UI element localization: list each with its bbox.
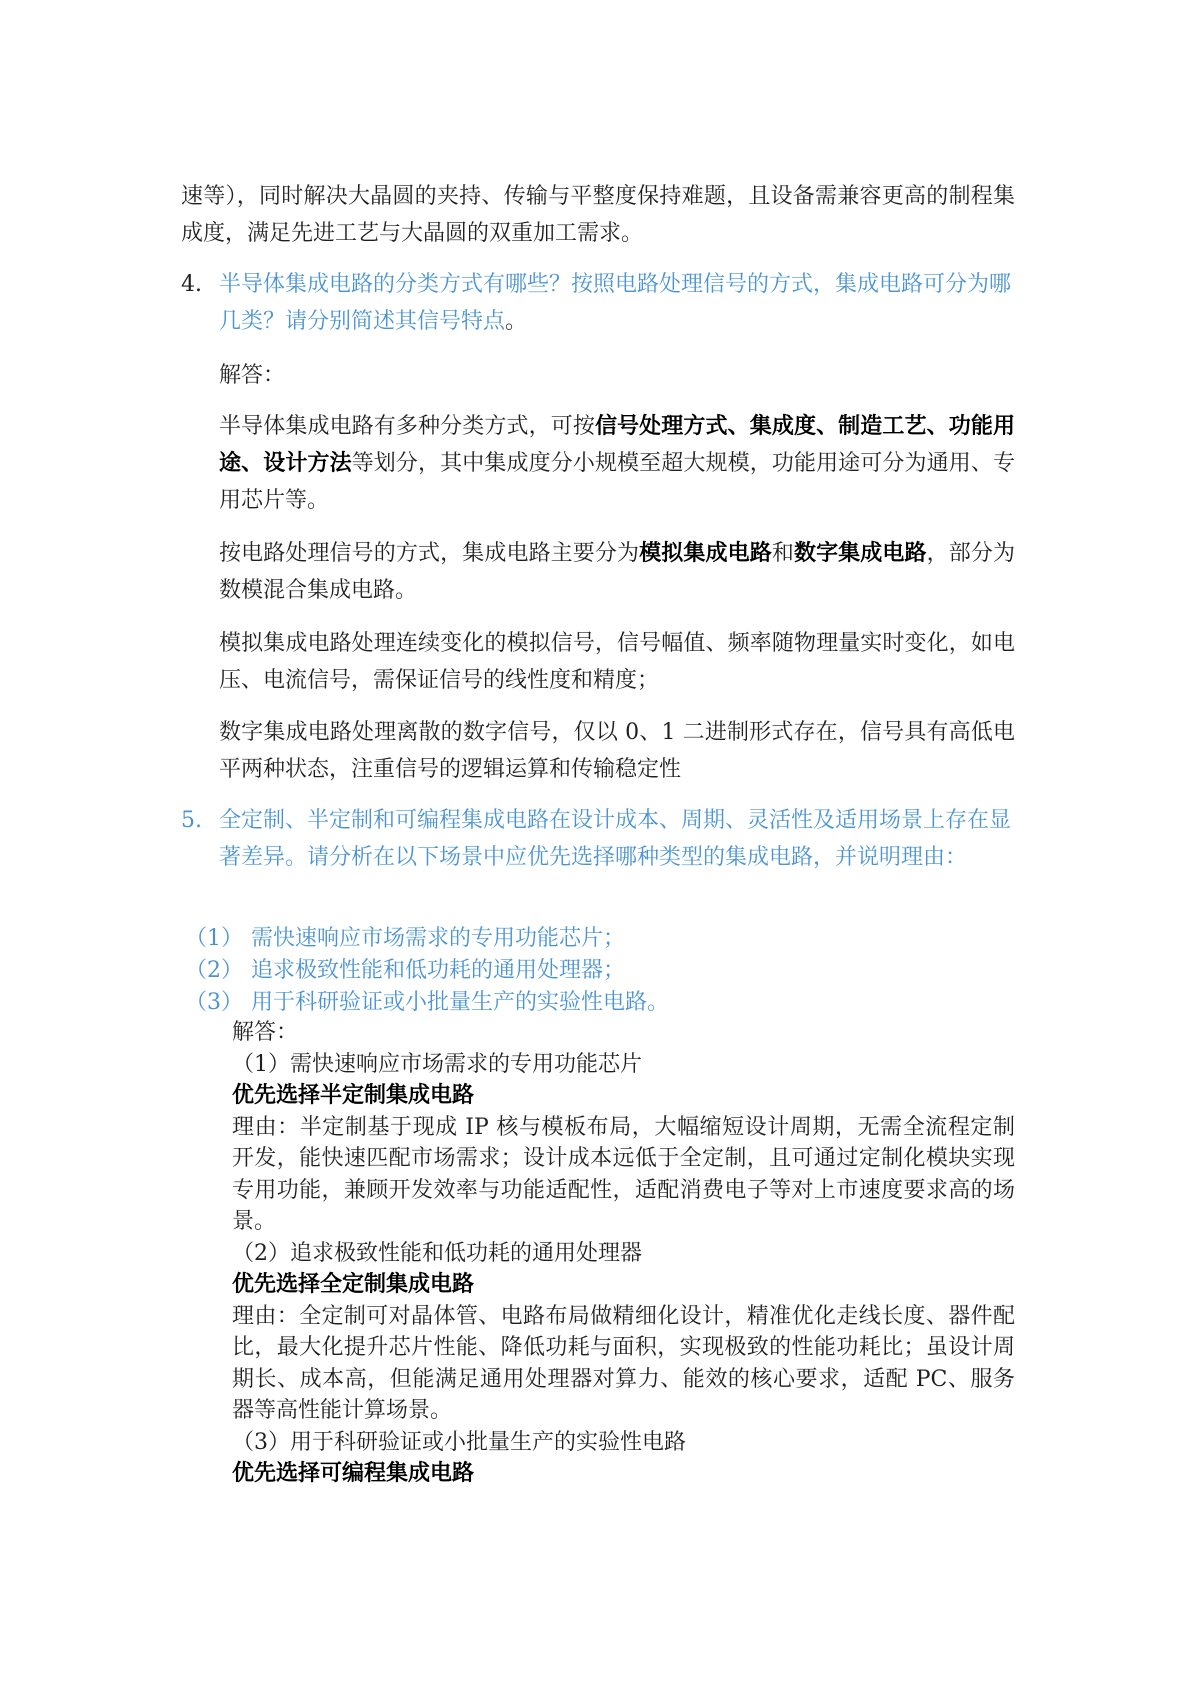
question-5-text: 全定制、半定制和可编程集成电路在设计成本、周期、灵活性及适用场景上存在显著差异。请分析在以下场景中应优先选择哪种类型的集成电路，并说明理由：	[219, 808, 1012, 870]
sublist-item-text: 追求极致性能和低功耗的通用处理器；	[251, 958, 626, 983]
question-5-sublist	[185, 923, 1015, 1019]
q4-p1-text-b: 等划分，其中集成度分小规模至超大规模，功能用途可分为通用、专用芯片等。	[219, 451, 1015, 513]
sublist-item-marker: （1）	[185, 926, 243, 951]
question-5-number: 5.	[181, 808, 202, 833]
sublist-item-marker: （3）	[185, 990, 243, 1015]
q4-p2-text-b: ，部分为数模混合集成电路。	[219, 541, 1015, 603]
answer-label-5: 解答：	[232, 1020, 299, 1045]
q4-p2-bold-digital: 数字集成电路	[793, 540, 927, 566]
scenario-3-title: （3）用于科研验证或小批量生产的实验性电路	[232, 1429, 686, 1455]
question-4-number: 4.	[181, 272, 202, 297]
intro-paragraph: 速等），同时解决大晶圆的夹持、传输与平整度保持难题，且设备需兼容更高的制程集成度，满足先进工艺与大晶圆的双重加工需求。	[181, 184, 1015, 246]
sublist-item	[185, 955, 1015, 987]
scenario-1-title: （1）需快速响应市场需求的专用功能芯片	[232, 1051, 642, 1077]
scenario-1-reason: 理由：半定制基于现成 IP 核与模板布局，大幅缩短设计周期，无需全流程定制开发，能快速匹配市场需求；设计成本远低于全定制，且可通过定制化模块实现专用功能，兼顾开发效率与功能适配性，适配消费电子等对上市速度要求高的场景。	[232, 1114, 1015, 1234]
sublist-item	[185, 923, 1015, 955]
q4-answer-paragraph-4: 数字集成电路处理离散的数字信号，仅以 0、1 二进制形式存在，信号具有高低电平两种状态，注重信号的逻辑运算和传输稳定性	[219, 720, 1015, 782]
answer-label-4: 解答：	[219, 363, 286, 388]
q4-p2-text-mid: 和	[771, 541, 794, 566]
question-4-period: 。	[505, 309, 528, 334]
scenario-2-reason: 理由：全定制可对晶体管、电路布局做精细化设计，精准优化走线长度、器件配比，最大化提升芯片性能、降低功耗与面积，实现极致的性能功耗比；虽设计周期长、成本高，但能满足通用处理器对算力、能效的核心要求，适配 PC、服务器等高性能计算场景。	[232, 1303, 1015, 1423]
scenario-2-choice: 优先选择全定制集成电路	[232, 1271, 475, 1297]
scenario-3-choice: 优先选择可编程集成电路	[232, 1460, 475, 1486]
q4-p2-bold-analog: 模拟集成电路	[639, 540, 772, 566]
q4-p1-bold-categories: 信号处理方式、集成度、制造工艺、功能用途、设计方法	[219, 413, 1015, 476]
q4-p1-text-a: 半导体集成电路有多种分类方式，可按	[219, 414, 595, 439]
sublist-item-text: 需快速响应市场需求的专用功能芯片；	[251, 926, 626, 951]
question-4-text: 半导体集成电路的分类方式有哪些？按照电路处理信号的方式，集成电路可分为哪几类？请分别简述其信号特点	[219, 272, 1012, 334]
sublist-item-text: 用于科研验证或小批量生产的实验性电路。	[251, 990, 670, 1015]
q4-answer-paragraph-1	[219, 408, 1015, 519]
sublist-item-marker: （2）	[185, 958, 243, 983]
scenario-1-choice: 优先选择半定制集成电路	[232, 1082, 475, 1108]
question-5	[181, 802, 1015, 876]
q4-answer-paragraph-2	[219, 535, 1015, 609]
question-4	[181, 266, 1015, 340]
q4-answer-paragraph-3: 模拟集成电路处理连续变化的模拟信号，信号幅值、频率随物理量实时变化，如电压、电流信号，需保证信号的线性度和精度；	[219, 631, 1015, 693]
question-5-answer	[232, 1017, 1015, 1490]
sublist-item	[185, 987, 1015, 1019]
q4-p2-text-a: 按电路处理信号的方式，集成电路主要分为	[219, 541, 640, 566]
scenario-2-title: （2）追求极致性能和低功耗的通用处理器	[232, 1240, 642, 1266]
